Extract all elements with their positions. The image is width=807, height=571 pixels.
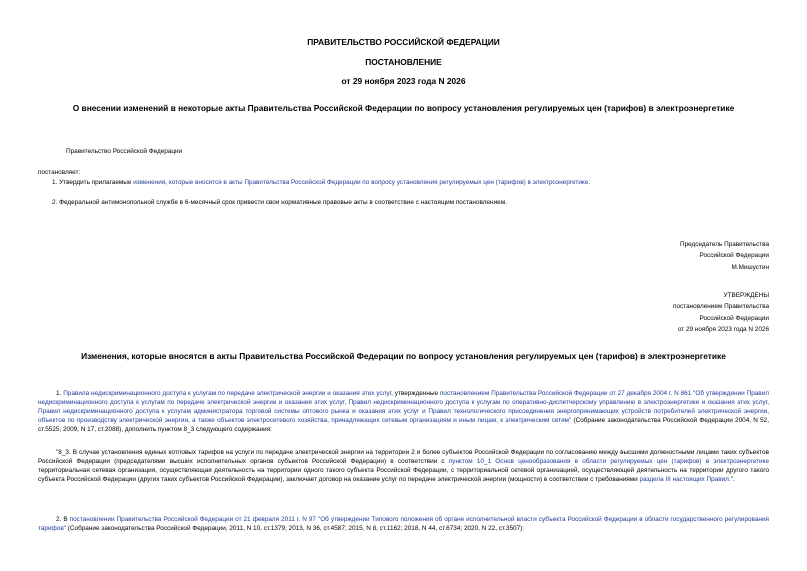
point8-3-paragraph xyxy=(38,448,769,484)
point2-decree-link[interactable]: постановлении Правительства Российской Федерации от 21 февраля 2011 г. N 97 "Об утверждении Типового положения об органе исполнительной власти субъекта Российской Федерации в области государственного регулирования тарифов" xyxy=(38,516,769,532)
point1-rules-link[interactable]: Правила недискриминационного доступа к услугам по передаче электрической энергии и оказания этих услуг xyxy=(63,390,392,397)
item1-prefix: 1. Утвердить прилагаемые xyxy=(52,179,134,186)
approved-block xyxy=(673,290,769,335)
item1-suffix: . xyxy=(588,179,591,186)
point8-3-text1: "8_3. В случае установления единых котловых тарифов на услуги по передаче электрической энергии на территории 2 и более субъектов Российской Федерации по согласованию между высшими должностными лицами таких субъектов Российской Федерации (председателями высших исполнительных органов субъектов Российской Федерации) в соответствии с xyxy=(38,449,769,465)
signature-block xyxy=(680,239,769,273)
point1-num: 1. xyxy=(56,390,64,397)
changes-title: Изменения, которые вносятся в акты Правительства Российской Федерации по вопросу установления регулируемых цен (тарифов) в электроэнергетике xyxy=(81,351,726,361)
intro-decides: постановляет: xyxy=(38,169,81,176)
doc-title: О внесении изменений в некоторые акты Правительства Российской Федерации по вопросу установления регулируемых цен (тарифов) в электроэнергетике xyxy=(72,103,735,113)
point8-3-section-link[interactable]: раздела III настоящих Правил xyxy=(639,476,729,483)
point1-text1: , утвержденные xyxy=(391,390,440,397)
signature-line2: Российской Федерации xyxy=(699,252,769,260)
point2-text1: (Собрание законодательства Российской Федерации, 2011, N 10, ст.1379; 2013, N 36, ст.4587; 2015, N 8, ст.1162; 2018, N 44, ст.6734; 2020, N 22, ст.3507): xyxy=(66,525,525,532)
signature-line1: Председатель Правительства xyxy=(680,241,769,248)
intro-item1 xyxy=(52,178,772,187)
header-government: ПРАВИТЕЛЬСТВО РОССИЙСКОЙ ФЕДЕРАЦИИ xyxy=(307,37,500,47)
intro-subject: Правительство Российской Федерации xyxy=(66,148,183,155)
point1-decree-link[interactable]: постановлением Правительства Российской Федерации от 27 декабря 2004 г. N 861 "Об утверждении Правил недискриминационного доступа к услугам по передаче электрической энергии и оказания этих услуг, Правил недискриминационного доступа к услугам по оперативно-диспетчерскому управлению в электроэнергетике и оказания этих услуг, Правил недискриминационного доступа к услугам администратора торговой системы оптового рынка и оказания этих услуг и Правил технологического присоединения энергопринимающих устройств потребителей электрической энергии, объектов по производству электрической энергии, а также объектов электросетевого хозяйства, принадлежащих сетевым организациям и иным лицам, к электрическим сетям" xyxy=(38,390,769,424)
point8-3-pricing-link[interactable]: пунктом 10_1 Основ ценообразования в области регулируемых цен (тарифов) в электроэнергетике xyxy=(448,458,769,465)
signature-line3: М.Мишустин xyxy=(731,263,769,271)
approved-line1: УТВЕРЖДЕНЫ xyxy=(723,292,769,299)
point8-3-text3: .". xyxy=(728,476,735,483)
intro-item2: 2. Федеральной антимонопольной службе в 6-месячный срок привести свои нормативные правовые акты в соответствие с настоящим постановлением. xyxy=(52,199,507,206)
point8-3-text2: территориальная сетевая организация, осуществляющая деятельность на территории одного такого субъекта Российской Федерации, с территориальной сетевой организацией, осуществляющей деятельность на территории другого такого субъекта Российской Федерации (других таких субъектов Российской Федерации), заключает договор на оказание услуг по передаче электрической энергии (мощности) в соответствии с требованиями xyxy=(38,467,769,483)
header-doc-type: ПОСТАНОВЛЕНИЕ xyxy=(365,57,442,67)
item1-link[interactable]: изменения, которые вносятся в акты Правительства Российской Федерации по вопросу установления регулируемых цен (тарифов) в электроэнергетике xyxy=(133,179,589,186)
approved-line3: Российской Федерации xyxy=(699,314,769,322)
approved-line4: от 29 ноября 2023 года N 2026 xyxy=(677,325,769,333)
point1-paragraph xyxy=(38,389,769,434)
point2-num: 2. В xyxy=(56,516,70,523)
approved-line2: постановлением Правительства xyxy=(673,303,769,311)
point1-text2: (Собрание законодательства Российской Федерации 2004, N 52, ст.5525; 2009, N 17, ст.2088), дополнить пунктом 8_3 следующего содержания: xyxy=(38,417,769,433)
header-date-number: от 29 ноября 2023 года N 2026 xyxy=(341,76,466,86)
point2-paragraph xyxy=(38,515,769,533)
